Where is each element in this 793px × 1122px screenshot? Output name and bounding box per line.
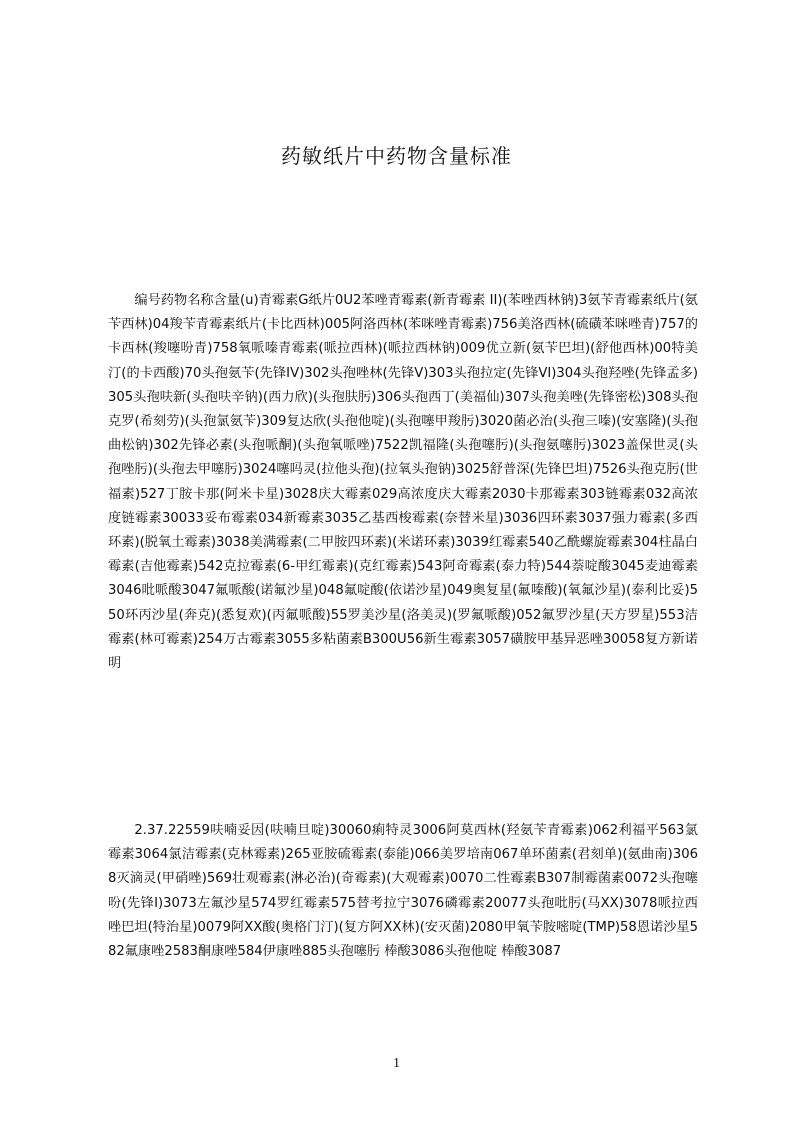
document-title: 药敏纸片中药物含量标准 — [281, 144, 512, 168]
page-number: 1 — [393, 1056, 400, 1071]
body-paragraph: 编号药物名称含量(u)青霉素G纸片0U2苯唑青霉素(新青霉素 II)(苯唑西林钠)3氨苄青霉素纸片(氨苄西林)04羧苄青霉素纸片(卡比西林)005阿洛西林(苯咪唑青霉素)756美洛西林(硫磺苯咪唑青)757的卡西林(羧噻吩青)758氧哌嗪青霉素(哌拉西林)(哌拉西林钠)009优立新(氨苄巴坦)(舒他西林)00特美汀(的卡西酸)70头孢氨苄(先锋IV)302头孢唑林(先锋V)303头孢拉定(先锋VI)304头孢羟唑(先锋孟多)305头孢呋新(头孢呋辛钠)(西力欣)(头孢肤肟)306头孢西丁(美福仙)307头孢美唑(先锋密松)308头孢克罗(希刻劳)(头孢氯氨苄)309复达欣(头孢他啶)(头孢噻甲羧肟)3020菌必治(头孢三嗪)(安塞隆)(头孢曲松钠)302先锋必素(头孢哌酮)(头孢氧哌唑)7522凯福隆(头孢噻肟)(头孢氨噻肟)3023盖保世灵(头孢唑肟)(头孢去甲噻肟)3024噻吗灵(拉他头孢)(拉氧头孢钠)3025舒普深(先锋巴坦)7526头孢克肟(世福素)527丁胺卡那(阿米卡星)3028庆大霉素029高浓度庆大霉素2030卡那霉素303链霉素032高浓度链霉素30033妥布霉素034新霉素3035乙基西梭霉素(奈替米星)3036四环素3037强力霉素(多西环素)(脱氧土霉素)3038美满霉素(二甲胺四环素)(米诺环素)3039红霉素540乙酰螺旋霉素304柱晶白霉素(吉他霉素)542克拉霉素(6-甲红霉素)(克红霉素)543阿奇霉素(泰力特)544萘啶酸3045麦迪霉素3046吡哌酸3047氟哌酸(诺氟沙星)048氟啶酸(依诺沙星)049奥复星(氟嗪酸)(氧氟沙星)(泰利比妥)550环丙沙星(奔克)(悉复欢)(丙氟哌酸)55罗美沙星(洛美灵)(罗氟哌酸)052氟罗沙星(天方罗星)553洁霉素(林可霉素)254万古霉素3055多粘菌素B300U56新生霉素3057磺胺甲基异恶唑30058复方新诺明 — [108, 293, 698, 672]
body-paragraph: 2.37.22559呋喃妥因(呋喃旦啶)30060痢特灵3006阿莫西林(羟氨苄青霉素)062利福平563氯霉素3064氯洁霉素(克林霉素)265亚胺硫霉素(泰能)066美罗培南067单环菌素(君刻单)(氨曲南)3068灭滴灵(甲硝唑)569壮观霉素(淋必治)(奇霉素)(大观霉素)0070二性霉素B307制霉菌素0072头孢噻吩(先锋I)3073左氟沙星574罗红霉素575替考拉宁3076磷霉素20077头孢吡肟(马XX)3078哌拉西唑巴坦(特治星)0079阿XX酸(奥格门汀)(复方阿XX林)(安灭菌)2080甲氧苄胺嘧啶(TMP)58恩诺沙星582氟康唑2583酮康唑584伊康唑885头孢噻肟 棒酸3086头孢他啶 棒酸3087 — [108, 823, 698, 960]
